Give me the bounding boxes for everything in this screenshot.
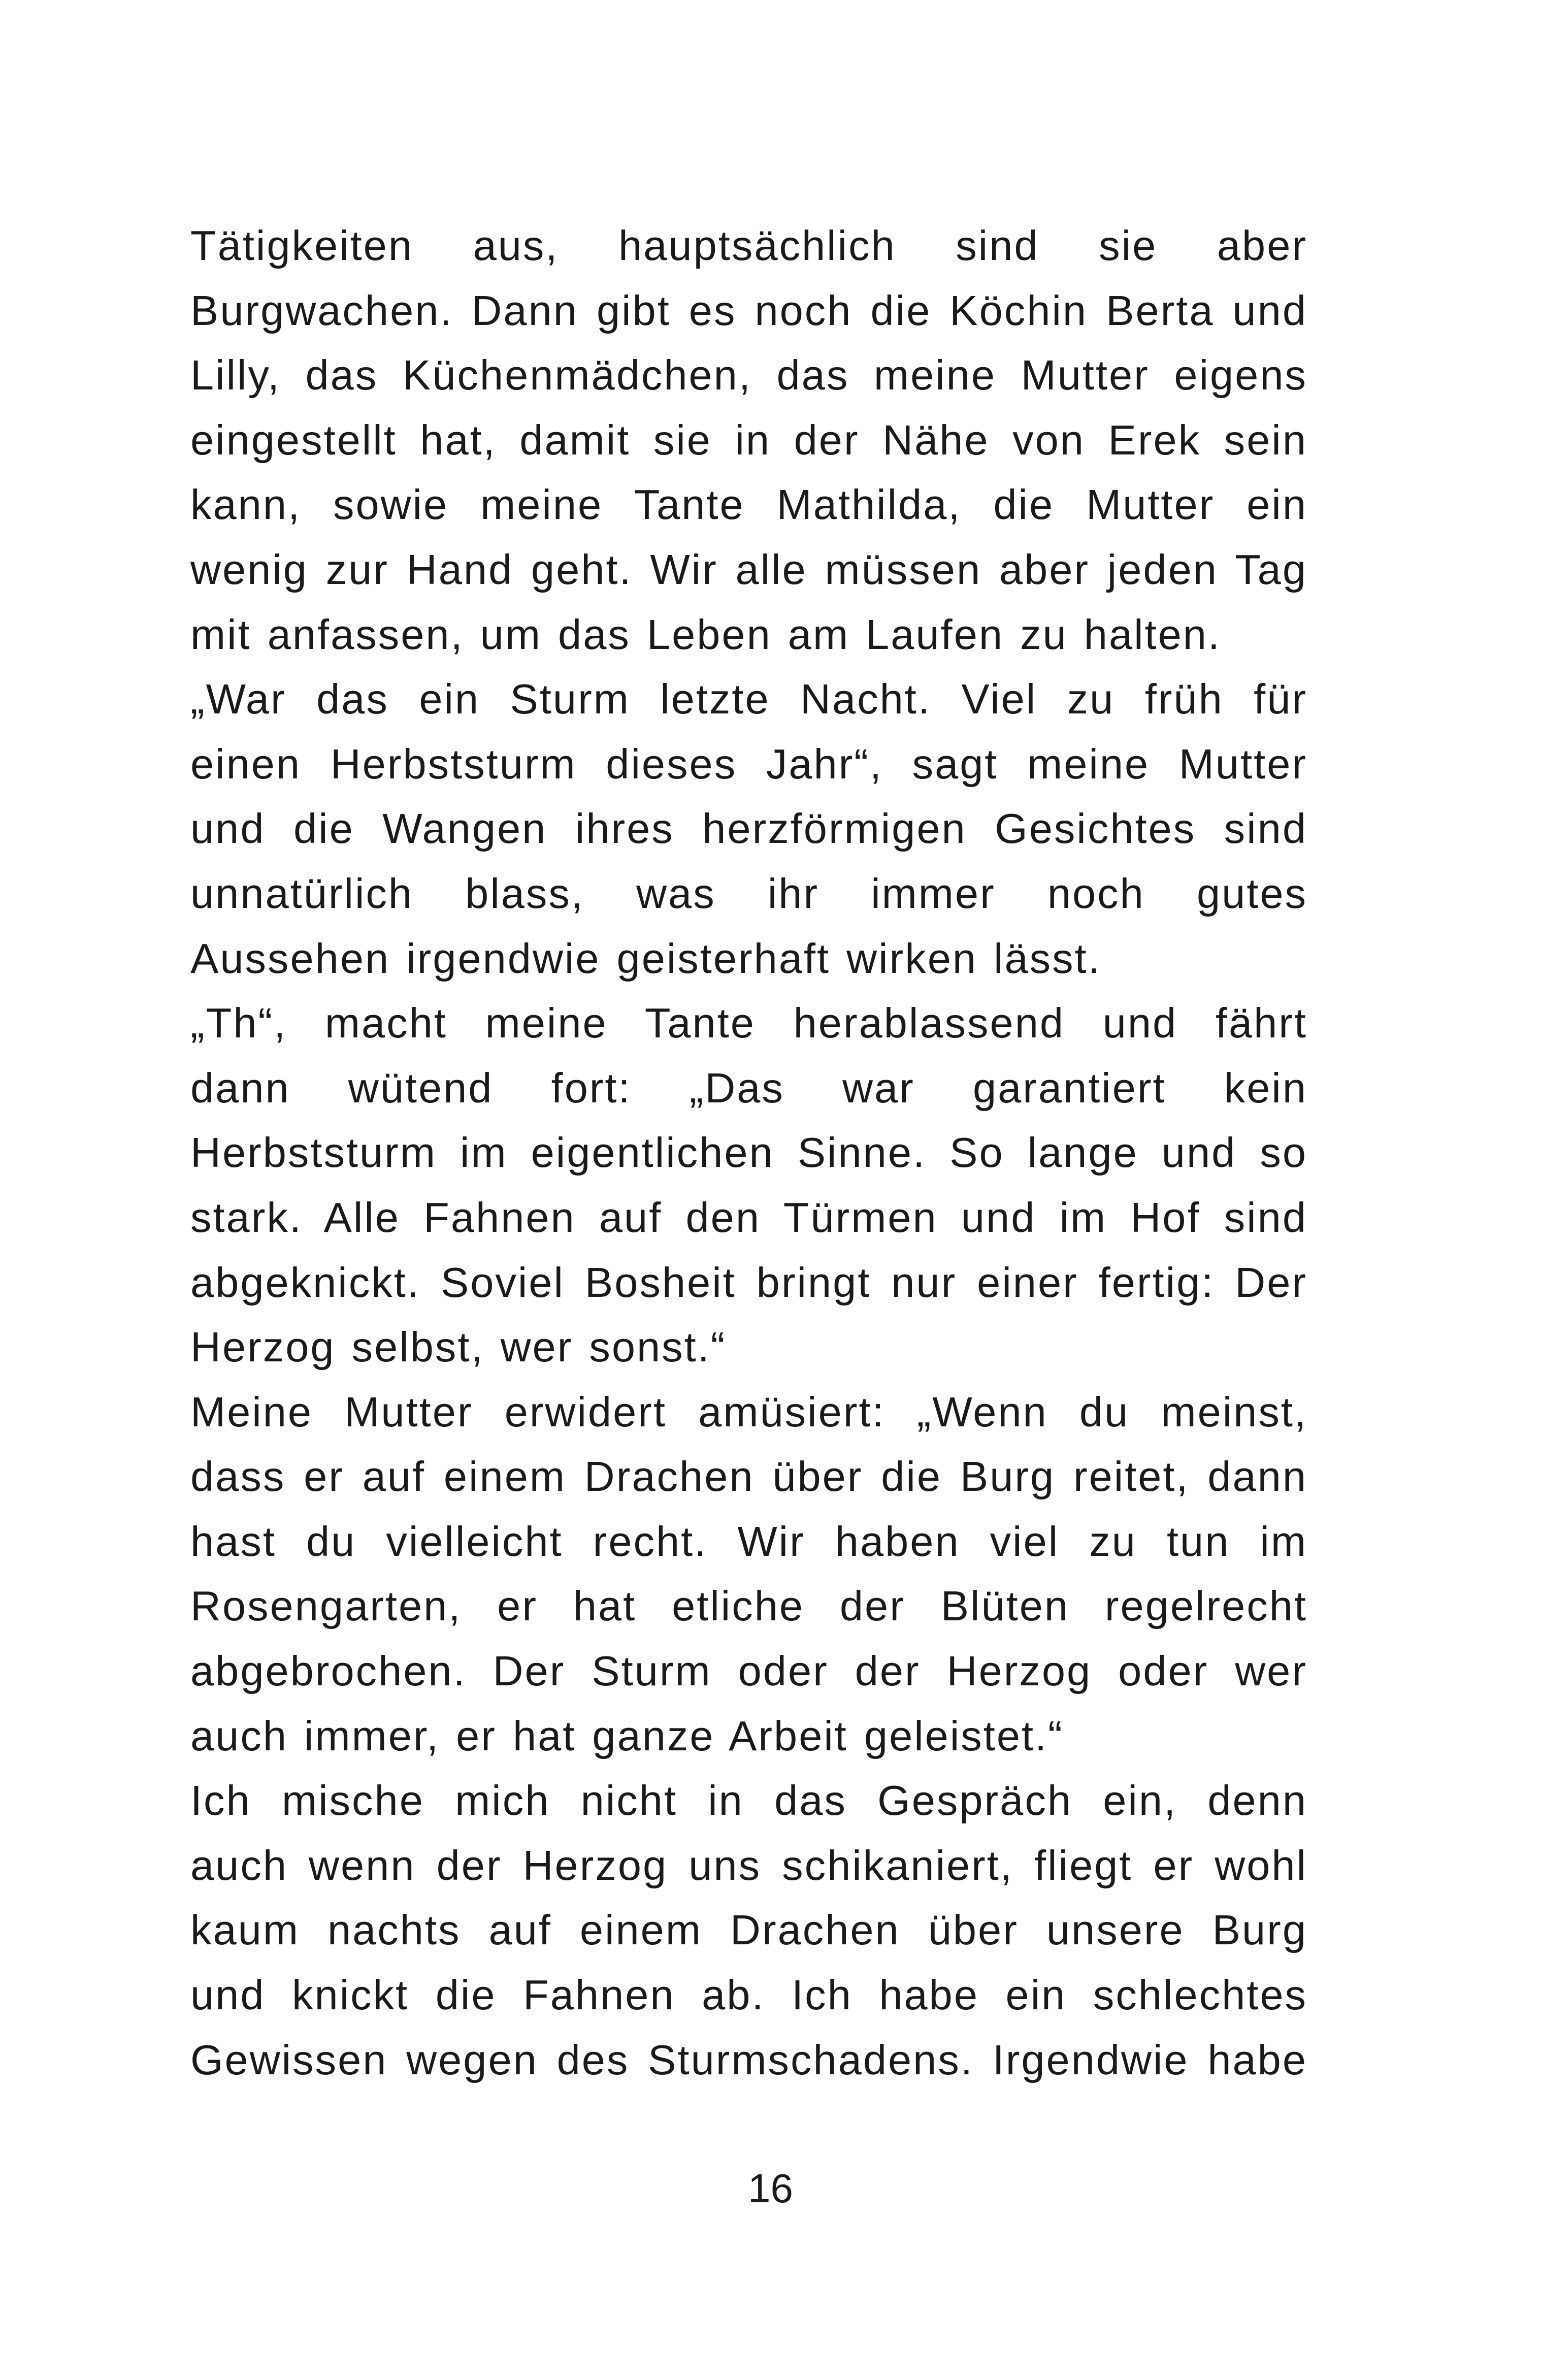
text-line: und die Wangen ihres herzförmigen Gesichtes sind: [190, 805, 1307, 853]
text-line: Aussehen irgendwie geisterhaft wirken lässt.: [190, 934, 1101, 982]
text-line: eingestellt hat, damit sie in der Nähe von Erek sein: [190, 416, 1307, 464]
text-line: Ich mische mich nicht in das Gespräch ein, denn: [190, 1777, 1307, 1824]
text-line: dann wütend fort: „Das war garantiert kein: [190, 1064, 1307, 1112]
text-line: „Th“, macht meine Tante herablassend und fährt: [190, 999, 1307, 1047]
text-line: Tätigkeiten aus, hauptsächlich sind sie aber: [190, 222, 1307, 269]
text-line: hast du vielleicht recht. Wir haben viel zu tun im: [190, 1517, 1307, 1565]
text-line: „War das ein Sturm letzte Nacht. Viel zu früh für: [190, 675, 1307, 723]
page-number: 16: [748, 2166, 793, 2211]
text-line: Herbststurm im eigentlichen Sinne. So lange und so: [190, 1129, 1307, 1177]
text-line: und knickt die Fahnen ab. Ich habe ein schlechtes: [190, 1971, 1307, 2019]
text-line: Lilly, das Küchenmädchen, das meine Mutter eigens: [190, 351, 1307, 399]
text-line: Herzog selbst, wer sonst.“: [190, 1323, 727, 1371]
text-line: dass er auf einem Drachen über die Burg reitet, dann: [190, 1453, 1307, 1501]
text-line: einen Herbststurm dieses Jahr“, sagt meine Mutter: [190, 740, 1307, 788]
text-line: unnatürlich blass, was ihr immer noch gutes: [190, 869, 1307, 917]
text-line: kaum nachts auf einem Drachen über unsere Burg: [190, 1906, 1307, 1954]
text-line: wenig zur Hand geht. Wir alle müssen aber jeden Tag: [190, 545, 1307, 593]
text-line: mit anfassen, um das Leben am Laufen zu halten.: [190, 610, 1221, 658]
text-line: abgeknickt. Soviel Bosheit bringt nur einer fertig: Der: [190, 1258, 1307, 1306]
text-line: auch immer, er hat ganze Arbeit geleistet.“: [190, 1712, 1064, 1759]
text-line: Burgwachen. Dann gibt es noch die Köchin Berta und: [190, 286, 1307, 334]
text-line: Rosengarten, er hat etliche der Blüten regelrecht: [190, 1582, 1307, 1630]
body-text: [190, 213, 1307, 2092]
text-line: stark. Alle Fahnen auf den Türmen und im Hof sind: [190, 1193, 1307, 1241]
text-line: auch wenn der Herzog uns schikaniert, fliegt er wohl: [190, 1841, 1307, 1889]
text-line: abgebrochen. Der Sturm oder der Herzog oder wer: [190, 1647, 1307, 1695]
text-line: Meine Mutter erwidert amüsiert: „Wenn du meinst,: [190, 1388, 1307, 1436]
text-line: kann, sowie meine Tante Mathilda, die Mutter ein: [190, 481, 1307, 529]
text-line: Gewissen wegen des Sturmschadens. Irgendwie habe: [190, 2036, 1307, 2083]
